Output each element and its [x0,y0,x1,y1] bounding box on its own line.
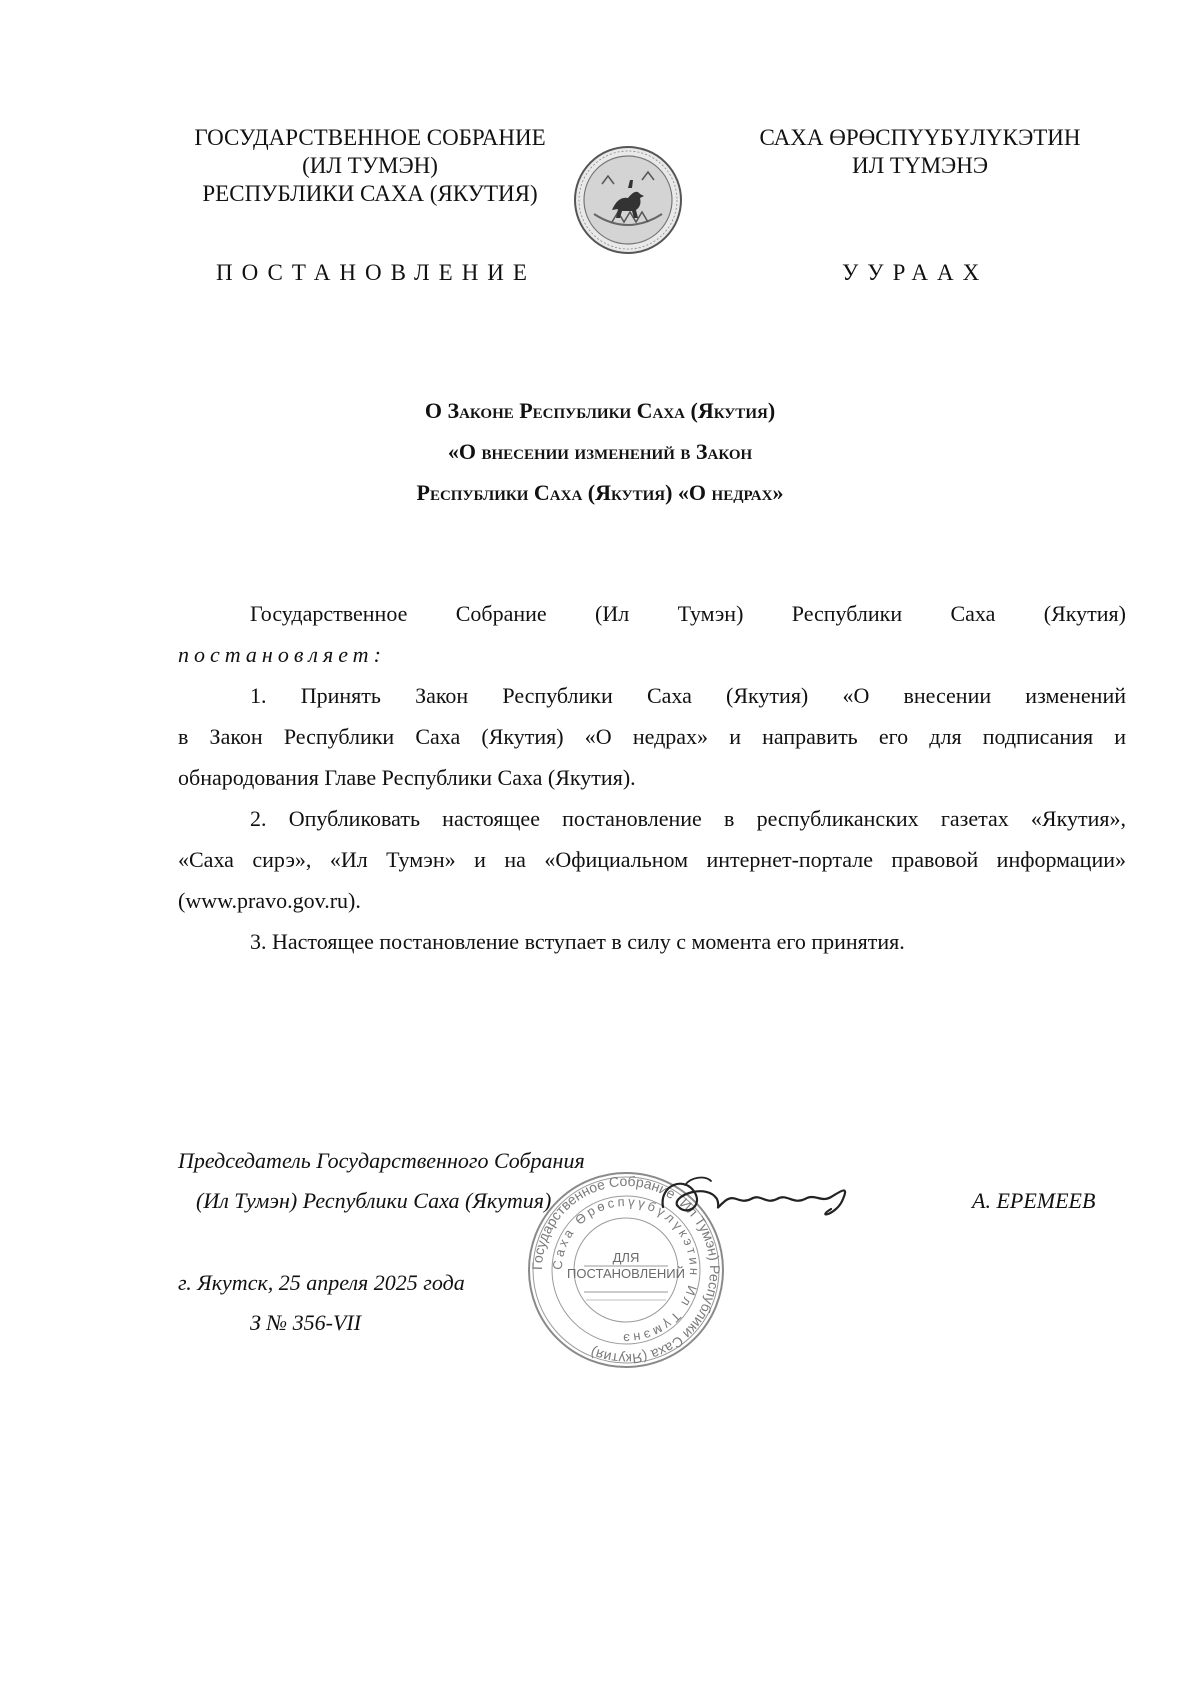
seal-center-line-2: ПОСТАНОВЛЕНИЙ [567,1266,685,1281]
signer-position-line-1: Председатель Государственного Собрания [178,1148,585,1173]
item-1-line-1: 1. Принять Закон Республики Саха (Якутия) «О внесении изменений [250,683,1126,708]
signer-name: А. ЕРЕМЕЕВ [972,1188,1096,1213]
coat-of-arms-icon [572,144,684,256]
header-right-block [715,124,1125,180]
header-right-line-2: ИЛ ТҮМЭНЭ [851,153,989,178]
item-2-line-2: «Саха сирэ», «Ил Тумэн» и на «Официальном интернет-портале правовой информации» [178,847,1126,872]
title-line-3: Республики Саха (Якутия) «О недрах» [416,480,784,505]
intro-verb: постановляет: [178,642,386,667]
handwritten-signature-icon [655,1165,905,1235]
header-left-block [150,124,590,208]
item-1-line-2: в Закон Республики Саха (Якутия) «О недрах» и направить его для подписания и [178,724,1126,749]
header-left-line-1: ГОСУДАРСТВЕННОЕ СОБРАНИЕ [194,125,546,150]
intro-line: Государственное Собрание (Ил Тумэн) Республики Саха (Якутия) [250,601,1126,626]
header-left-line-2: (ИЛ ТУМЭН) [302,153,438,178]
doc-type-sah: УУРААХ [842,260,989,285]
title-line-1: О Законе Республики Саха (Якутия) [424,398,776,423]
header-right-line-1: САХА ӨРӨСПҮҮБҮЛҮКЭТИН [759,125,1081,150]
seal-outer-text: Государственное Собрание (Ил Тумэн) Республики Саха (Якутия) [528,1172,724,1368]
document-body [178,593,1126,962]
item-1-line-3: обнародования Главе Республики Саха (Якутия). [178,765,636,790]
seal-center-line-1: ДЛЯ [612,1250,640,1265]
item-2-line-1: 2. Опубликовать настоящее постановление в республиканских газетах «Якутия», [250,806,1126,831]
document-title [0,390,1200,513]
item-3: 3. Настоящее постановление вступает в силу с момента его принятия. [250,929,905,954]
signer-position-line-2: (Ил Тумэн) Республики Саха (Якутия) [196,1188,552,1213]
document-number: З № 356-VII [250,1310,362,1335]
seal-inner-text: Саха Өрөспүүбүлүкэтин Ил Түмэнэ [549,1193,703,1347]
doc-type-ru: ПОСТАНОВЛЕНИЕ [216,260,536,285]
seal-center [526,1250,726,1282]
title-line-2: «О внесении изменений в Закон [447,439,753,464]
header-left-line-3: РЕСПУБЛИКИ САХА (ЯКУТИЯ) [202,181,538,206]
place-and-date: г. Якутск, 25 апреля 2025 года [178,1270,465,1295]
item-2-line-3: (www.pravo.gov.ru). [178,888,361,913]
